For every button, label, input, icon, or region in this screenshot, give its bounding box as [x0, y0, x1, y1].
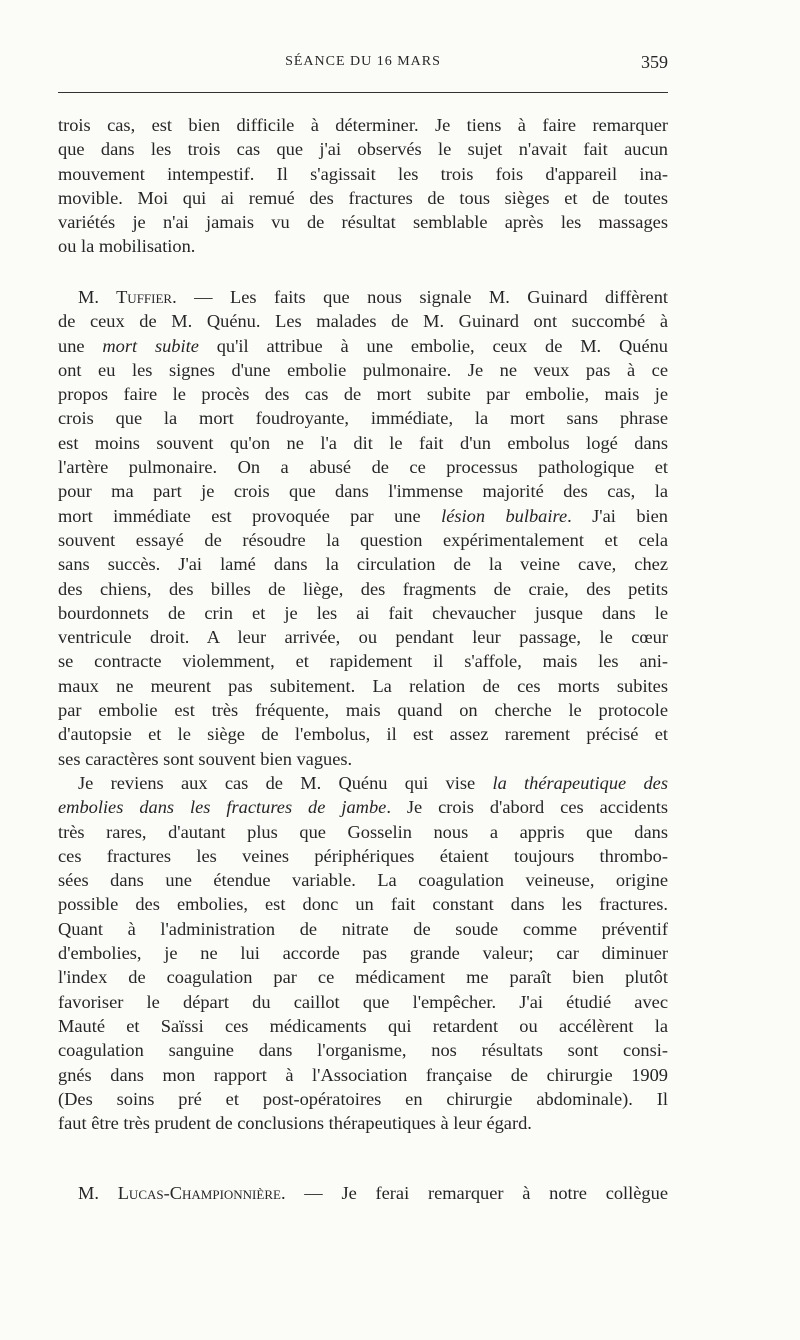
line-text: mort immédiate est provoquée par une: [58, 505, 442, 526]
text-line: faut être très prudent de conclusions thérapeutiques à leur égard.: [58, 1113, 532, 1134]
text-line: ces fractures les veines périphériques étaient toujours thrombo-: [58, 845, 668, 866]
text-line: [58, 504, 668, 528]
text-line: movible. Moi qui ai remué des fractures de tous sièges et de toutes: [58, 187, 668, 208]
text-line: variétés je n'ai jamais vu de résultat semblable après les massages: [58, 212, 668, 233]
text-line: [58, 1181, 668, 1205]
line-text: . J'ai bien: [567, 505, 668, 526]
text-line: favoriser le départ du caillot que l'empêcher. J'ai étudié avec: [58, 991, 668, 1012]
italic-text: lésion bulbaire: [441, 505, 568, 526]
text-line: l'artère pulmonaire. On a abusé de ce processus pathologique et: [58, 457, 668, 478]
text-line: possible des embolies, est donc un fait constant dans les fractures.: [58, 894, 668, 915]
text-line: est moins souvent qu'on ne l'a dit le fait d'un embolus logé dans: [58, 432, 668, 453]
text-line: d'embolies, je ne lui accorde pas grande valeur; car diminuer: [58, 943, 668, 964]
page-header: [58, 50, 668, 78]
paragraph-continuation: [58, 113, 668, 259]
italic-text: embolies dans les fractures de jambe: [58, 797, 387, 818]
text-line: trois cas, est bien difficile à déterminer. Je tiens à faire remarquer: [58, 115, 668, 135]
text-line: mouvement intempestif. Il s'agissait les trois fois d'appareil ina-: [58, 163, 668, 184]
text-line: de ceux de M. Quénu. Les malades de M. Guinard ont succombé à: [58, 311, 668, 332]
line-text: Je reviens aux cas de M. Quénu qui vise: [78, 772, 493, 793]
text-line: des chiens, des billes de liège, des fragments de craie, des petits: [58, 578, 668, 599]
text-line: ont eu les signes d'une embolie pulmonaire. Je ne veux pas à ce: [58, 359, 668, 380]
page-number: 359: [641, 52, 668, 72]
text-line: sans succès. J'ai lamé dans la circulation de la veine cave, chez: [58, 554, 668, 575]
text-line: [58, 285, 668, 309]
text-line: [58, 795, 668, 819]
text-line: d'autopsie et le siège de l'embolus, il est assez rarement précisé et: [58, 724, 668, 745]
text-line: ou la mobilisation.: [58, 236, 196, 257]
line-text: — Je ferai remarquer à notre collègue: [285, 1183, 668, 1203]
text-line: très rares, d'autant plus que Gosselin nous a appris que dans: [58, 821, 668, 842]
text-line: Quant à l'administration de nitrate de soude comme préventif: [58, 918, 668, 939]
text-line: bourdonnets de crin et je les ai fait chevaucher jusque dans le: [58, 602, 668, 623]
text-line: maux ne meurent pas subitement. La relation de ces morts subites: [58, 675, 668, 696]
line-text: qu'il attribue à une embolie, ceux de M. Quénu: [198, 335, 669, 356]
text-line: par embolie est très fréquente, mais quand on cherche le protocole: [58, 700, 668, 721]
paragraph-tuffier: [58, 285, 668, 1135]
text-line: l'index de coagulation par ce médicament me paraît bien plutôt: [58, 967, 668, 988]
text-line: pour ma part je crois que dans l'immense majorité des cas, la: [58, 481, 668, 502]
text-line: sées dans une étendue variable. La coagulation veineuse, origine: [58, 870, 668, 891]
text-line: crois que la mort foudroyante, immédiate, la mort sans phrase: [58, 408, 668, 429]
text-line: ventricule droit. A leur arrivée, ou pendant leur passage, le cœur: [58, 627, 668, 648]
text-line: propos faire le procès des cas de mort subite par embolie, mais je: [58, 384, 668, 405]
text-line: coagulation sanguine dans l'organisme, nos résultats sont consi-: [58, 1040, 668, 1061]
italic-text: mort subite: [102, 335, 199, 356]
text-line: [58, 334, 668, 358]
speaker-name: M. Tuffier.: [78, 287, 177, 307]
text-line: Mauté et Saïssi ces médicaments qui retardent ou accélèrent la: [58, 1015, 668, 1036]
text-line: (Des soins pré et post-opératoires en chirurgie abdominale). Il: [58, 1088, 668, 1109]
header-rule: [58, 92, 668, 93]
text-line: gnés dans mon rapport à l'Association française de chirurgie 1909: [58, 1064, 668, 1085]
speaker-name: M. Lucas-Championnière.: [78, 1183, 286, 1203]
text-line: [58, 771, 668, 795]
text-line: que dans les trois cas que j'ai observés le sujet n'avait fait aucun: [58, 139, 668, 160]
paragraph-lucas-championniere: [58, 1181, 668, 1205]
text-line: souvent essayé de résoudre la question expérimentalement et cela: [58, 529, 668, 550]
text-line: se contracte violemment, et rapidement il s'affole, mais les ani-: [58, 651, 668, 672]
text-line: ses caractères sont souvent bien vagues.: [58, 748, 353, 769]
line-text: une: [58, 335, 103, 356]
line-text: . Je crois d'abord ces accidents: [386, 797, 668, 818]
italic-text: la thérapeutique des: [492, 772, 668, 793]
line-text: — Les faits que nous signale M. Guinard diffèrent: [176, 287, 668, 307]
running-title: SÉANCE DU 16 MARS: [285, 54, 441, 69]
